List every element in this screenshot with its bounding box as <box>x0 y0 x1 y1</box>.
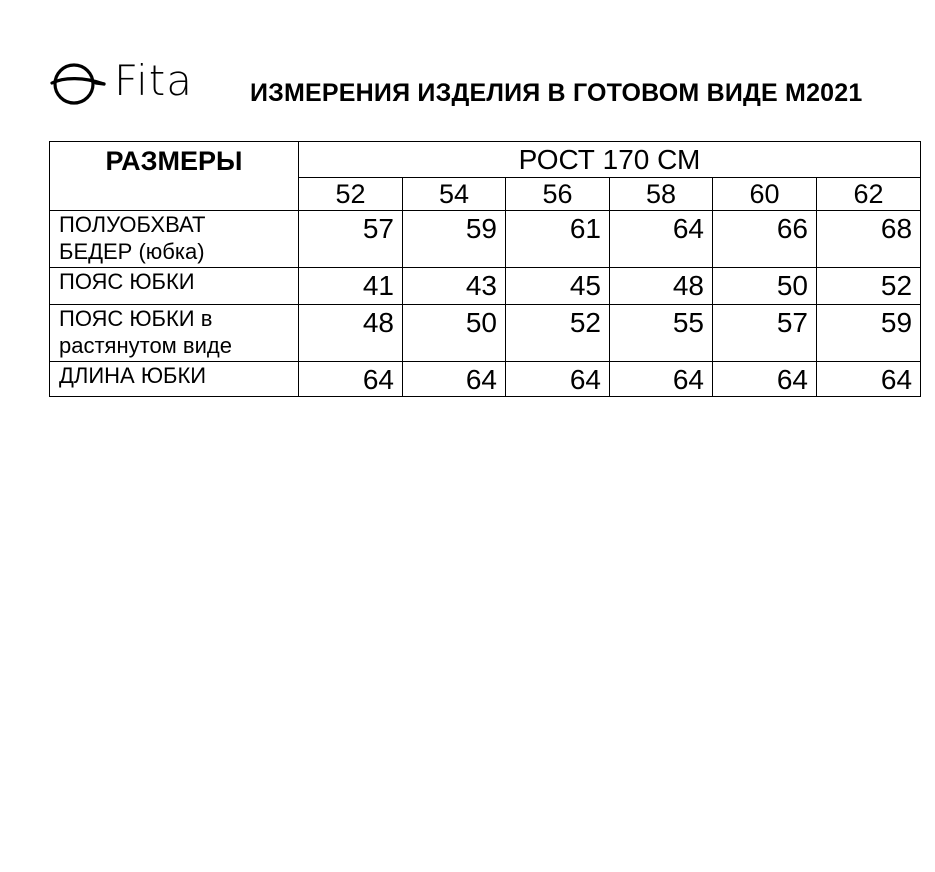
row-label-line: ПОЯС ЮБКИ в <box>59 306 213 331</box>
table-cell: 52 <box>506 305 610 362</box>
table-row <box>50 305 921 362</box>
row-label-line: ПОЯС ЮБКИ <box>59 269 195 294</box>
height-header: РОСТ 170 СМ <box>299 142 921 178</box>
fita-logo-icon <box>50 57 106 105</box>
table-cell: 55 <box>610 305 713 362</box>
size-measurement-table <box>49 141 921 397</box>
row-label-line: ДЛИНА ЮБКИ <box>59 363 207 388</box>
row-label-line: растянутом виде <box>59 333 232 358</box>
table-cell: 59 <box>403 211 506 268</box>
size-header-cell: 60 <box>713 178 817 211</box>
table-cell: 43 <box>403 268 506 305</box>
row-label <box>50 362 299 397</box>
table-cell: 66 <box>713 211 817 268</box>
size-header-cell: 58 <box>610 178 713 211</box>
row-label <box>50 268 299 305</box>
table-header-row <box>50 142 921 178</box>
table-cell: 64 <box>403 362 506 397</box>
table-cell: 57 <box>713 305 817 362</box>
table-row <box>50 268 921 305</box>
table-cell: 45 <box>506 268 610 305</box>
table-cell: 50 <box>403 305 506 362</box>
table-cell: 57 <box>299 211 403 268</box>
size-header-cell: 54 <box>403 178 506 211</box>
row-label-line: БЕДЕР (юбка) <box>59 239 205 264</box>
table-cell: 64 <box>610 211 713 268</box>
table-cell: 41 <box>299 268 403 305</box>
table-cell: 50 <box>713 268 817 305</box>
size-header-cell: 56 <box>506 178 610 211</box>
table-cell: 48 <box>610 268 713 305</box>
brand-name: Fita <box>114 56 193 105</box>
row-label <box>50 211 299 268</box>
table-cell: 64 <box>299 362 403 397</box>
table-cell: 64 <box>610 362 713 397</box>
table-cell: 48 <box>299 305 403 362</box>
size-header-cell: 52 <box>299 178 403 211</box>
table-row <box>50 211 921 268</box>
table-cell: 52 <box>817 268 921 305</box>
sizes-header: РАЗМЕРЫ <box>50 142 299 211</box>
table-cell: 68 <box>817 211 921 268</box>
table-cell: 61 <box>506 211 610 268</box>
table-cell: 59 <box>817 305 921 362</box>
size-header-cell: 62 <box>817 178 921 211</box>
table-cell: 64 <box>506 362 610 397</box>
page-title: ИЗМЕРЕНИЯ ИЗДЕЛИЯ В ГОТОВОМ ВИДЕ М2021 <box>250 79 863 107</box>
table-cell: 64 <box>817 362 921 397</box>
table-cell: 64 <box>713 362 817 397</box>
brand-logo <box>50 56 193 106</box>
table-row <box>50 362 921 397</box>
row-label-line: ПОЛУОБХВАТ <box>59 212 206 237</box>
row-label <box>50 305 299 362</box>
